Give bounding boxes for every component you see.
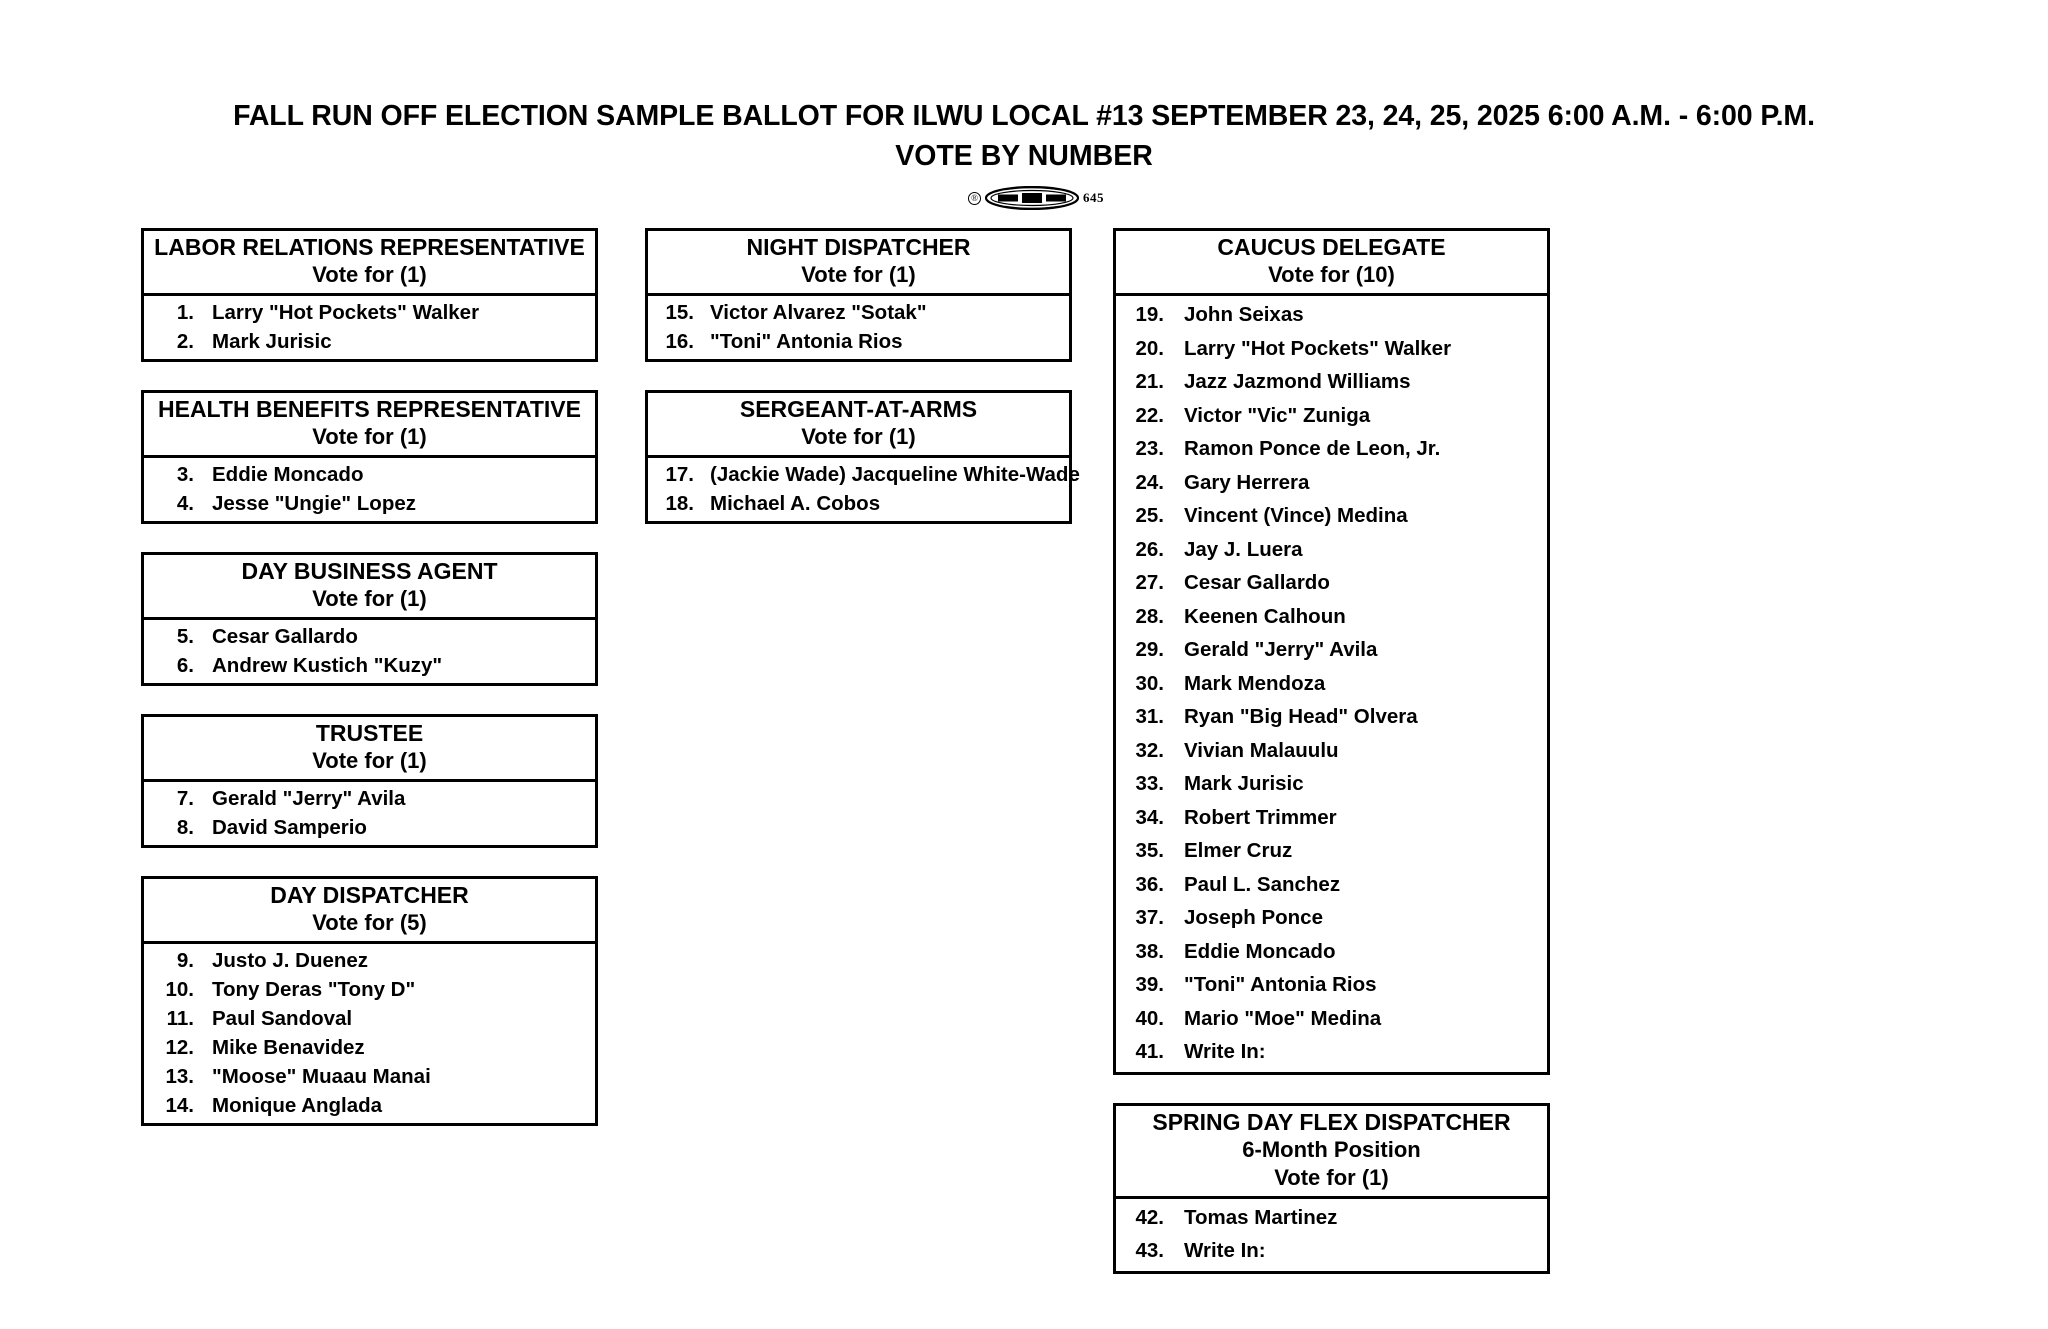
candidate-number: 20.	[1135, 336, 1164, 360]
race-vote-for: Vote for (10)	[1268, 262, 1395, 287]
candidate-name: Vivian Malauulu	[1184, 738, 1339, 762]
candidate-row[interactable]	[1116, 901, 1547, 935]
candidate-name: Robert Trimmer	[1184, 805, 1337, 829]
race-vote-for: Vote for (1)	[312, 262, 427, 287]
race-header	[144, 717, 595, 782]
race-vote-for: Vote for (1)	[312, 586, 427, 611]
candidate-list	[648, 458, 1080, 521]
candidate-row-write-in[interactable]	[1116, 1234, 1547, 1268]
candidate-number: 33.	[1135, 772, 1164, 795]
candidate-name: Gerald "Jerry" Avila	[212, 787, 406, 810]
candidate-name: Andrew Kustich "Kuzy"	[212, 654, 443, 677]
race-vote-for: Vote for (1)	[312, 748, 427, 773]
registered-trademark-icon: ®	[968, 192, 981, 205]
candidate-row[interactable]	[144, 651, 595, 680]
candidate-number: 40.	[1135, 1006, 1164, 1030]
candidate-row[interactable]	[1116, 935, 1547, 969]
candidate-number: 15.	[665, 301, 694, 324]
candidate-list	[1116, 1199, 1547, 1271]
race-title: HEALTH BENEFITS REPRESENTATIVE	[158, 396, 581, 422]
candidate-row[interactable]	[1116, 700, 1547, 734]
candidate-number: 4.	[176, 492, 194, 515]
candidate-name: Mike Benavidez	[212, 1036, 365, 1059]
candidate-number: 13.	[165, 1065, 194, 1088]
ballot-column-left	[141, 228, 598, 1154]
race-sergeant-at-arms	[645, 390, 1080, 524]
candidate-number: 21.	[1135, 370, 1164, 393]
race-vote-for: Vote for (1)	[312, 424, 427, 449]
candidate-name: Monique Anglada	[212, 1094, 383, 1117]
candidate-name: "Toni" Antonia Rios	[1184, 973, 1377, 996]
write-in-label: Write In:	[1184, 1239, 1266, 1262]
candidate-row[interactable]	[144, 813, 595, 842]
candidate-row[interactable]	[144, 784, 595, 813]
candidate-name: (Jackie Wade) Jacqueline White-Wade	[710, 463, 1080, 486]
candidate-row[interactable]	[1116, 298, 1547, 332]
candidate-row[interactable]	[1116, 566, 1547, 600]
allied-printing-trades-oval-icon	[985, 186, 1079, 210]
candidate-list	[144, 944, 595, 1123]
candidate-number: 19.	[1135, 303, 1164, 326]
candidate-list	[144, 458, 595, 521]
candidate-name: "Moose" Muaau Manai	[212, 1065, 431, 1088]
candidate-number: 26.	[1135, 537, 1164, 561]
candidate-name: Jay J. Luera	[1184, 537, 1303, 561]
candidate-name: David Samperio	[212, 816, 367, 839]
candidate-number: 30.	[1135, 671, 1164, 695]
candidate-number: 11.	[166, 1007, 194, 1030]
candidate-number: 8.	[176, 816, 194, 839]
candidate-row[interactable]	[648, 298, 1069, 327]
race-header	[144, 879, 595, 944]
candidate-name: Victor Alvarez "Sotak"	[710, 301, 927, 324]
candidate-row[interactable]	[1116, 1002, 1547, 1036]
candidate-number: 25.	[1135, 504, 1164, 527]
candidate-row[interactable]	[144, 1033, 595, 1062]
candidate-row[interactable]	[1116, 633, 1547, 667]
candidate-name: Vincent (Vince) Medina	[1184, 504, 1408, 527]
candidate-name: Paul L. Sanchez	[1184, 872, 1341, 896]
candidate-number: 9.	[176, 949, 194, 972]
candidate-name: Jazz Jazmond Williams	[1184, 370, 1411, 393]
candidate-number: 31.	[1135, 705, 1164, 728]
race-title: SPRING DAY FLEX DISPATCHER	[1152, 1108, 1511, 1135]
race-caucus-delegate	[1113, 228, 1550, 1075]
race-header	[144, 555, 595, 620]
candidate-number: 29.	[1135, 638, 1164, 661]
candidate-row[interactable]	[1116, 365, 1547, 399]
race-header	[648, 231, 1069, 296]
candidate-row[interactable]	[1116, 868, 1547, 902]
candidate-name: Gary Herrera	[1184, 470, 1310, 494]
candidate-row[interactable]	[1116, 466, 1547, 500]
candidate-row[interactable]	[144, 327, 595, 356]
candidate-row[interactable]	[1116, 1201, 1547, 1235]
candidate-number: 1.	[176, 301, 194, 324]
candidate-row[interactable]	[144, 1004, 595, 1033]
candidate-number: 28.	[1135, 604, 1164, 628]
candidate-row[interactable]	[648, 489, 1069, 518]
candidate-name: "Toni" Antonia Rios	[710, 330, 903, 353]
candidate-row[interactable]	[144, 1091, 595, 1120]
candidate-number: 39.	[1135, 973, 1164, 996]
race-title: SERGEANT-AT-ARMS	[739, 396, 978, 422]
race-subtitle: 6-Month Position	[1242, 1136, 1421, 1162]
candidate-number: 34.	[1135, 805, 1164, 829]
candidate-name: Ramon Ponce de Leon, Jr.	[1184, 437, 1441, 460]
candidate-number: 37.	[1135, 906, 1164, 929]
candidate-number: 23.	[1135, 437, 1164, 460]
candidate-name: Mark Jurisic	[1184, 772, 1304, 795]
candidate-number: 35.	[1135, 839, 1164, 862]
candidate-row[interactable]	[1116, 767, 1547, 801]
race-header	[1116, 1106, 1547, 1199]
race-title: DAY DISPATCHER	[270, 882, 469, 908]
candidate-row[interactable]	[144, 975, 595, 1004]
candidate-row[interactable]	[1116, 801, 1547, 835]
candidate-row[interactable]	[1116, 834, 1547, 868]
candidate-number: 2.	[176, 330, 194, 353]
candidate-name: Joseph Ponce	[1184, 906, 1323, 929]
race-title: DAY BUSINESS AGENT	[241, 558, 498, 584]
candidate-name: Elmer Cruz	[1184, 839, 1293, 862]
candidate-number: 18.	[665, 492, 694, 515]
write-in-label: Write In:	[1184, 1040, 1266, 1063]
race-day-business-agent	[141, 552, 598, 686]
race-vote-for: Vote for (1)	[1274, 1164, 1389, 1190]
race-vote-for: Vote for (5)	[312, 910, 427, 935]
union-printing-bug	[0, 186, 2048, 214]
candidate-number: 16.	[665, 330, 694, 353]
candidate-row[interactable]	[144, 460, 595, 489]
candidate-list	[648, 296, 1069, 359]
race-header	[144, 231, 595, 296]
candidate-number: 32.	[1135, 738, 1164, 762]
race-header	[648, 393, 1069, 458]
candidate-list	[144, 620, 595, 683]
candidate-name: Eddie Moncado	[212, 463, 364, 486]
ballot-column-middle	[645, 228, 1080, 552]
race-title: CAUCUS DELEGATE	[1217, 234, 1446, 260]
candidate-name: Larry "Hot Pockets" Walker	[212, 301, 480, 324]
candidate-number: 12.	[165, 1036, 194, 1059]
candidate-name: Tomas Martinez	[1184, 1205, 1338, 1229]
race-night-dispatcher	[645, 228, 1072, 362]
candidate-row[interactable]	[144, 489, 595, 518]
candidate-number: 24.	[1135, 470, 1164, 494]
candidate-name: Mark Jurisic	[212, 330, 332, 353]
candidate-name: Jesse "Ungie" Lopez	[212, 492, 416, 515]
candidate-row[interactable]	[1116, 734, 1547, 768]
candidate-name: Cesar Gallardo	[1184, 571, 1330, 594]
race-title: TRUSTEE	[315, 720, 424, 746]
candidate-name: Michael A. Cobos	[710, 492, 881, 515]
candidate-row[interactable]	[1116, 399, 1547, 433]
race-health-benefits-representative	[141, 390, 598, 524]
race-trustee	[141, 714, 598, 848]
candidate-name: Gerald "Jerry" Avila	[1184, 638, 1378, 661]
race-spring-day-flex-dispatcher	[1113, 1103, 1550, 1274]
candidate-number: 43.	[1135, 1239, 1164, 1262]
candidate-name: Larry "Hot Pockets" Walker	[1184, 336, 1452, 360]
candidate-number: 22.	[1135, 403, 1164, 427]
race-day-dispatcher	[141, 876, 598, 1126]
candidate-row[interactable]	[144, 298, 595, 327]
candidate-name: Cesar Gallardo	[212, 625, 358, 648]
race-labor-relations-representative	[141, 228, 598, 362]
candidate-row[interactable]	[144, 1062, 595, 1091]
candidate-number: 27.	[1135, 571, 1164, 594]
candidate-row[interactable]	[1116, 968, 1547, 1002]
candidate-row[interactable]	[1116, 533, 1547, 567]
race-header	[144, 393, 595, 458]
candidate-number: 5.	[176, 625, 194, 648]
candidate-name: Eddie Moncado	[1184, 939, 1336, 963]
candidate-name: Victor "Vic" Zuniga	[1184, 403, 1371, 427]
candidate-row[interactable]	[1116, 600, 1547, 634]
race-title: NIGHT DISPATCHER	[746, 234, 971, 260]
candidate-row-write-in[interactable]	[1116, 1035, 1547, 1069]
candidate-number: 42.	[1135, 1205, 1164, 1229]
ballot-title-line-2: VOTE BY NUMBER	[895, 140, 1153, 172]
ballot-column-right	[1113, 228, 1550, 1302]
candidate-number: 38.	[1135, 939, 1164, 963]
candidate-row[interactable]	[144, 622, 595, 651]
candidate-number: 7.	[176, 787, 194, 810]
candidate-list	[1116, 296, 1547, 1072]
candidate-name: Ryan "Big Head" Olvera	[1184, 705, 1418, 728]
race-title: LABOR RELATIONS REPRESENTATIVE	[154, 234, 585, 260]
candidate-row[interactable]	[648, 460, 1080, 489]
candidate-number: 6.	[176, 654, 194, 677]
ballot-header	[0, 96, 2048, 176]
candidate-number: 41.	[1135, 1040, 1164, 1063]
candidate-number: 17.	[665, 463, 694, 486]
candidate-row[interactable]	[1116, 667, 1547, 701]
candidate-row[interactable]	[648, 327, 1069, 356]
candidate-name: Justo J. Duenez	[212, 949, 369, 972]
candidate-row[interactable]	[1116, 432, 1547, 466]
candidate-list	[144, 296, 595, 359]
candidate-list	[144, 782, 595, 845]
candidate-number: 14.	[165, 1094, 194, 1117]
candidate-row[interactable]	[1116, 499, 1547, 533]
candidate-name: Paul Sandoval	[212, 1007, 353, 1030]
candidate-name: Tony Deras "Tony D"	[212, 978, 416, 1001]
ballot-title-line-1: FALL RUN OFF ELECTION SAMPLE BALLOT FOR ILWU LOCAL #13 SEPTEMBER 23, 24, 25, 2025 6:00 A.M. - 6:00 P.M.	[233, 100, 1815, 132]
candidate-name: John Seixas	[1184, 303, 1304, 326]
candidate-number: 3.	[176, 463, 194, 486]
candidate-row[interactable]	[1116, 332, 1547, 366]
union-bug-local-number: 645	[1083, 190, 1104, 205]
race-vote-for: Vote for (1)	[801, 424, 916, 449]
race-vote-for: Vote for (1)	[801, 262, 916, 287]
candidate-name: Mark Mendoza	[1184, 671, 1326, 695]
candidate-name: Keenen Calhoun	[1184, 604, 1346, 628]
candidate-row[interactable]	[144, 946, 595, 975]
candidate-name: Mario "Moe" Medina	[1184, 1006, 1382, 1030]
race-header	[1116, 231, 1547, 296]
candidate-number: 10.	[165, 978, 194, 1001]
candidate-number: 36.	[1135, 872, 1164, 896]
